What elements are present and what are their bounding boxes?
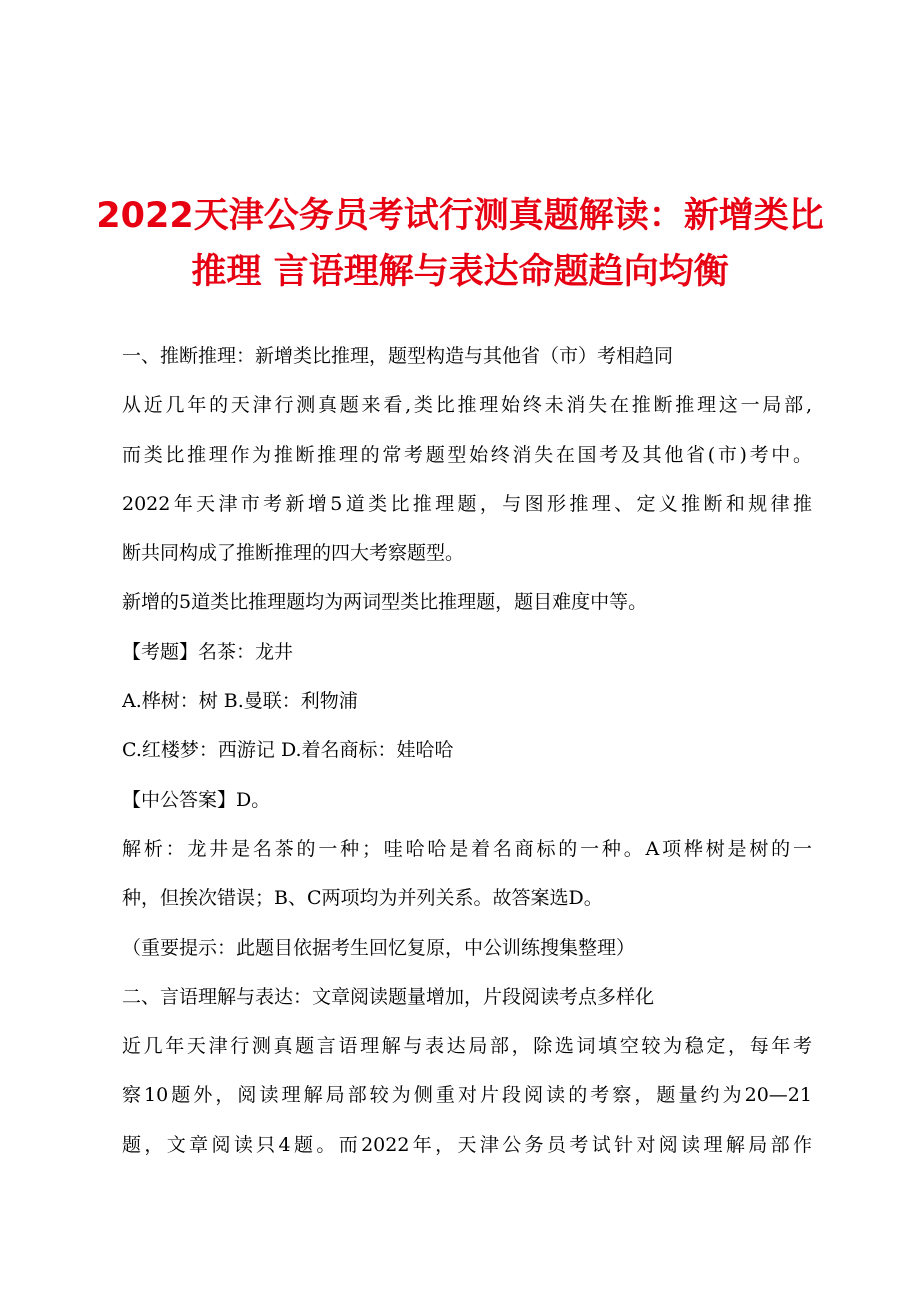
question-stem: 【考题】名茶：龙井 (122, 640, 294, 663)
body-line: 断共同构成了推断推理的四大考察题型。 (122, 542, 465, 565)
question-options-ab: A.桦树：树 B.曼联：利物浦 (122, 690, 358, 713)
body-line: 而类比推理作为推断推理的常考题型始终消失在国考及其他省(市)考中。 (122, 443, 812, 466)
question-answer: 【中公答案】D。 (122, 788, 271, 811)
document-title-line-1: 2022天津公务员考试行测真题解读：新增类比 (96, 196, 824, 236)
source-note: （重要提示：此题目依据考生回忆复原，中公训练搜集整理） (122, 936, 636, 959)
body-line: 2022年天津市考新增5道类比推理题，与图形推理、定义推断和规律推 (122, 492, 812, 515)
answer-explanation: 种，但挨次错误；B、C两项均为并列关系。故答案选D。 (122, 887, 603, 910)
body-line: 题，文章阅读只4题。而2022年，天津公务员考试针对阅读理解局部作 (122, 1133, 812, 1156)
body-line: 从近几年的天津行测真题来看,类比推理始终未消失在推断推理这一局部, (122, 394, 812, 417)
document-title-line-2: 推理 言语理解与表达命题趋向均衡 (191, 252, 729, 292)
section-heading-reasoning: 一、推断推理：新增类比推理，题型构造与其他省（市）考相趋同 (122, 345, 674, 367)
answer-explanation: 解析：龙井是名茶的一种；哇哈哈是着名商标的一种。A项桦树是树的一 (122, 837, 812, 860)
document-body (122, 338, 812, 1176)
section-heading-verbal: 二、言语理解与表达：文章阅读题量增加，片段阅读考点多样化 (122, 985, 655, 1008)
question-options-cd: C.红楼梦：西游记 D.着名商标：娃哈哈 (122, 739, 454, 762)
body-line: 察10题外，阅读理解局部较为侧重对片段阅读的考察，题量约为20—21 (122, 1084, 812, 1107)
body-line: 近几年天津行测真题言语理解与表达局部，除选词填空较为稳定，每年考 (122, 1035, 812, 1058)
body-line: 新增的5道类比推理题均为两词型类比推理题，题目难度中等。 (122, 591, 648, 614)
